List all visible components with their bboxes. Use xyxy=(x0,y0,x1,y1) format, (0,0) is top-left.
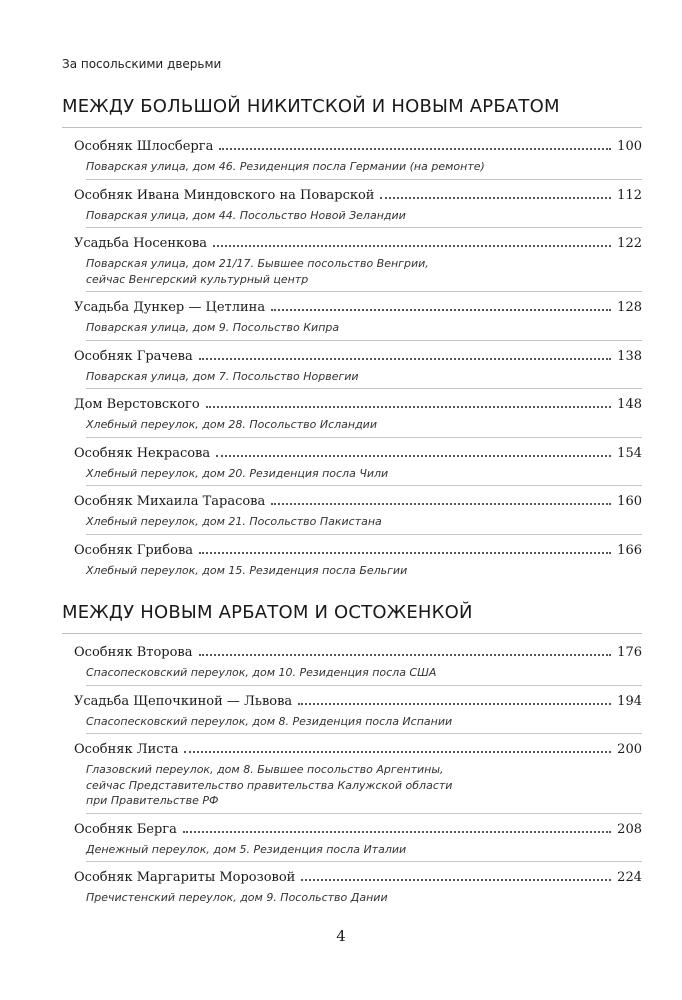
toc-entry-description: Хлебный переулок, дом 20. Резиденция посла Чили xyxy=(86,464,642,487)
toc-entry-page: 176 xyxy=(617,645,642,660)
running-head: За посольскими дверьми xyxy=(62,57,222,71)
toc-entry-title: Дом Верстовского xyxy=(74,397,200,412)
toc-entry-description: Поварская улица, дом 21/17. Бывшее посольство Венгрии, сейчас Венгерский культурный центр xyxy=(86,254,642,292)
toc-entry-page: 194 xyxy=(617,693,642,709)
toc-entry-description: Хлебный переулок, дом 15. Резиденция посла Бельгии xyxy=(86,563,408,577)
toc-entry-description: Денежный переулок, дом 5. Резиденция посла Италии xyxy=(86,840,642,863)
toc-entry-title: Особняк Грачева xyxy=(74,348,193,364)
section-title: МЕЖДУ НОВЫМ АРБАТОМ И ОСТОЖЕНКОЙ xyxy=(62,602,642,634)
toc-entry-title: Особняк Шлосберга xyxy=(74,139,214,154)
toc-entry-page: 166 xyxy=(617,542,642,558)
dot-leader xyxy=(213,244,611,247)
toc-entry-title: Особняк Некрасова xyxy=(74,445,211,461)
toc-entry-title: Особняк Михаила Тарасова xyxy=(74,494,266,509)
toc-entry[interactable] xyxy=(74,395,642,438)
toc-entry-description: Спасопесковский переулок, дом 10. Резиденция посла США xyxy=(86,663,642,686)
toc-entry-description: Поварская улица, дом 7. Посольство Норвегии xyxy=(86,367,642,390)
toc-entry-description: Поварская улица, дом 9. Посольство Кипра xyxy=(86,318,642,341)
toc-entry-description: Поварская улица, дом 44. Посольство Новой Зеландии xyxy=(86,206,642,229)
toc-entry-title: Усадьба Дункер — Цетлина xyxy=(74,300,266,315)
toc-entry-page: 148 xyxy=(617,397,642,412)
toc-entry[interactable] xyxy=(74,444,642,487)
toc-entry-title: Особняк Листа xyxy=(74,742,179,757)
toc-entry[interactable] xyxy=(74,186,642,229)
toc-entry-description: Хлебный переулок, дом 28. Посольство Исландии xyxy=(86,415,642,438)
toc-entry-line xyxy=(74,186,642,206)
toc-entry[interactable] xyxy=(74,643,642,686)
dot-leader xyxy=(380,196,611,199)
toc-entry-line xyxy=(74,820,642,840)
dot-leader xyxy=(183,830,611,833)
page-number: 4 xyxy=(336,927,346,945)
toc-entry-line xyxy=(74,137,642,157)
toc-entry-line xyxy=(74,347,642,367)
toc-entry[interactable] xyxy=(74,541,642,583)
dot-leader xyxy=(271,502,611,505)
toc-entry-line xyxy=(74,740,642,760)
toc-entry-line xyxy=(74,541,642,561)
dot-leader xyxy=(271,308,611,311)
toc-entry-description: Пречистенский переулок, дом 9. Посольство Дании xyxy=(86,891,388,904)
toc-entry[interactable] xyxy=(74,692,642,735)
dot-leader xyxy=(199,653,612,656)
toc-entry-page: 200 xyxy=(617,742,642,757)
toc-entry-line xyxy=(74,692,642,712)
toc-entry[interactable] xyxy=(74,740,642,814)
toc-entry[interactable] xyxy=(74,347,642,390)
toc-entry-title: Усадьба Носенкова xyxy=(74,236,208,251)
toc-entry-page: 138 xyxy=(617,348,642,364)
toc-entry-line xyxy=(74,395,642,415)
toc-entry-description: Спасопесковский переулок, дом 8. Резиденция посла Испании xyxy=(86,712,642,735)
toc-entry-title: Особняк Второва xyxy=(74,645,193,660)
toc-entry-page: 122 xyxy=(617,236,642,251)
toc-entry-title: Особняк Берга xyxy=(74,821,177,837)
toc-entry-line xyxy=(74,492,642,512)
toc-entry-line xyxy=(74,643,642,663)
toc-entries xyxy=(62,137,642,582)
section-title: МЕЖДУ БОЛЬШОЙ НИКИТСКОЙ И НОВЫМ АРБАТОМ xyxy=(62,96,642,128)
toc-entry[interactable] xyxy=(74,298,642,341)
dot-leader xyxy=(199,551,611,554)
dot-leader xyxy=(199,357,611,360)
toc-entry-description: Хлебный переулок, дом 21. Посольство Пакистана xyxy=(86,512,642,535)
toc-entry-line xyxy=(74,444,642,464)
toc-entry-page: 112 xyxy=(617,187,642,203)
toc-entry-line xyxy=(74,234,642,254)
toc-entry-page: 154 xyxy=(617,445,642,461)
toc-entry-title: Особняк Ивана Миндовского на Поварской xyxy=(74,187,375,203)
toc-entry-page: 128 xyxy=(617,300,642,315)
toc-entry-page: 208 xyxy=(617,821,642,837)
toc-entry-line xyxy=(74,298,642,318)
toc-entry-description: Глазовский переулок, дом 8. Бывшее посольство Аргентины, сейчас Представительство правительства Калужской области при Правительстве РФ xyxy=(86,760,642,814)
toc-entry-page: 224 xyxy=(617,870,642,885)
toc-entry[interactable] xyxy=(74,234,642,292)
toc-entries xyxy=(62,643,642,910)
toc-entry-page: 160 xyxy=(617,494,642,509)
toc-section-2 xyxy=(62,602,642,916)
toc-entry-title: Особняк Маргариты Морозовой xyxy=(74,870,296,885)
toc-entry[interactable] xyxy=(74,137,642,180)
dot-leader xyxy=(216,454,611,457)
dot-leader xyxy=(301,878,611,881)
toc-entry-title: Особняк Грибова xyxy=(74,542,194,558)
toc-entry[interactable] xyxy=(74,492,642,535)
dot-leader xyxy=(219,147,611,150)
toc-entry-title: Усадьба Щепочкиной — Львова xyxy=(74,693,293,709)
toc-entry-description: Поварская улица, дом 46. Резиденция посла Германии (на ремонте) xyxy=(86,157,642,180)
toc-entry[interactable] xyxy=(74,820,642,863)
toc-entry[interactable] xyxy=(74,868,642,910)
toc-section-1 xyxy=(62,96,642,588)
dot-leader xyxy=(298,702,611,705)
dot-leader xyxy=(184,750,611,753)
dot-leader xyxy=(206,405,611,408)
toc-entry-page: 100 xyxy=(617,139,642,154)
toc-entry-line xyxy=(74,868,642,888)
